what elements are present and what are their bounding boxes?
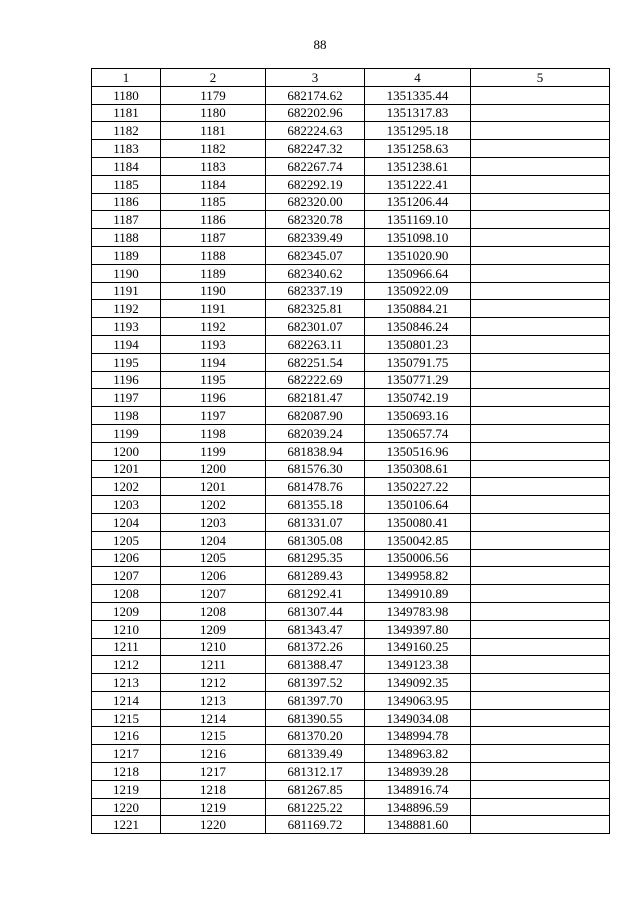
- table-cell-col-4: 1350966.64: [365, 264, 471, 282]
- table-cell-col-4: 1348896.59: [365, 798, 471, 816]
- table-cell-col-5: [471, 674, 610, 692]
- table-cell-col-5: [471, 620, 610, 638]
- table-cell-col-2: 1190: [161, 282, 266, 300]
- table-cell-col-2: 1207: [161, 585, 266, 603]
- table-cell-col-1: 1196: [92, 371, 161, 389]
- table-body: [92, 86, 610, 833]
- table-cell-col-5: [471, 798, 610, 816]
- table-cell-col-3: 681169.72: [266, 816, 365, 834]
- table-cell-col-2: 1215: [161, 727, 266, 745]
- table-cell-col-4: 1350791.75: [365, 353, 471, 371]
- table-cell-col-1: 1181: [92, 104, 161, 122]
- table-cell-col-1: 1211: [92, 638, 161, 656]
- table-cell-col-5: [471, 460, 610, 478]
- table-cell-col-3: 681355.18: [266, 496, 365, 514]
- table-cell-col-1: 1182: [92, 122, 161, 140]
- table-cell-col-4: 1349123.38: [365, 656, 471, 674]
- table-cell-col-2: 1189: [161, 264, 266, 282]
- table-cell-col-1: 1213: [92, 674, 161, 692]
- table-cell-col-5: [471, 335, 610, 353]
- table-cell-col-2: 1193: [161, 335, 266, 353]
- table-cell-col-2: 1184: [161, 175, 266, 193]
- table-cell-col-4: 1350693.16: [365, 407, 471, 425]
- table-row: [92, 246, 610, 264]
- table-cell-col-1: 1200: [92, 442, 161, 460]
- table-cell-col-3: 681225.22: [266, 798, 365, 816]
- table-cell-col-4: 1349063.95: [365, 691, 471, 709]
- table-row: [92, 335, 610, 353]
- table-cell-col-1: 1220: [92, 798, 161, 816]
- table-row: [92, 763, 610, 781]
- table-cell-col-5: [471, 638, 610, 656]
- table-cell-col-2: 1180: [161, 104, 266, 122]
- table-cell-col-1: 1188: [92, 229, 161, 247]
- table-cell-col-2: 1185: [161, 193, 266, 211]
- table-cell-col-1: 1186: [92, 193, 161, 211]
- table-cell-col-4: 1350042.85: [365, 531, 471, 549]
- table-cell-col-1: 1207: [92, 567, 161, 585]
- table-cell-col-5: [471, 691, 610, 709]
- table-cell-col-4: 1350106.64: [365, 496, 471, 514]
- table-cell-col-4: 1349397.80: [365, 620, 471, 638]
- table-row: [92, 104, 610, 122]
- table-cell-col-5: [471, 353, 610, 371]
- table-cell-col-2: 1216: [161, 745, 266, 763]
- table-cell-col-3: 681292.41: [266, 585, 365, 603]
- table-cell-col-3: 682301.07: [266, 318, 365, 336]
- table-cell-col-4: 1350006.56: [365, 549, 471, 567]
- table-cell-col-3: 682345.07: [266, 246, 365, 264]
- table-cell-col-3: 682039.24: [266, 424, 365, 442]
- table-cell-col-2: 1186: [161, 211, 266, 229]
- table-cell-col-4: 1349160.25: [365, 638, 471, 656]
- table-cell-col-5: [471, 229, 610, 247]
- table-cell-col-1: 1194: [92, 335, 161, 353]
- table-cell-col-4: 1350308.61: [365, 460, 471, 478]
- table-cell-col-1: 1218: [92, 763, 161, 781]
- table-cell-col-5: [471, 211, 610, 229]
- table-cell-col-5: [471, 122, 610, 140]
- table-cell-col-5: [471, 389, 610, 407]
- table-row: [92, 442, 610, 460]
- table-cell-col-4: 1351317.83: [365, 104, 471, 122]
- table-cell-col-5: [471, 282, 610, 300]
- table-cell-col-2: 1214: [161, 709, 266, 727]
- table-cell-col-5: [471, 549, 610, 567]
- table-cell-col-2: 1202: [161, 496, 266, 514]
- table-cell-col-4: 1350227.22: [365, 478, 471, 496]
- table-cell-col-1: 1212: [92, 656, 161, 674]
- table-cell-col-1: 1204: [92, 513, 161, 531]
- table-cell-col-5: [471, 300, 610, 318]
- table-cell-col-1: 1216: [92, 727, 161, 745]
- table-cell-col-4: 1348916.74: [365, 780, 471, 798]
- table-cell-col-3: 682267.74: [266, 157, 365, 175]
- table-row: [92, 371, 610, 389]
- table-row: [92, 691, 610, 709]
- table-cell-col-5: [471, 567, 610, 585]
- table-cell-col-3: 682087.90: [266, 407, 365, 425]
- table-row: [92, 513, 610, 531]
- table-row: [92, 656, 610, 674]
- table-cell-col-4: 1351020.90: [365, 246, 471, 264]
- table-cell-col-2: 1208: [161, 602, 266, 620]
- table-cell-col-5: [471, 175, 610, 193]
- table-cell-col-3: 681312.17: [266, 763, 365, 781]
- table-cell-col-3: 682251.54: [266, 353, 365, 371]
- table-cell-col-3: 681576.30: [266, 460, 365, 478]
- table-row: [92, 353, 610, 371]
- table-cell-col-4: 1348939.28: [365, 763, 471, 781]
- table-cell-col-2: 1203: [161, 513, 266, 531]
- table-cell-col-5: [471, 407, 610, 425]
- table-cell-col-2: 1181: [161, 122, 266, 140]
- table-cell-col-3: 681370.20: [266, 727, 365, 745]
- table-cell-col-2: 1219: [161, 798, 266, 816]
- table-cell-col-2: 1211: [161, 656, 266, 674]
- table-cell-col-4: 1351222.41: [365, 175, 471, 193]
- table-cell-col-1: 1215: [92, 709, 161, 727]
- table-cell-col-4: 1349783.98: [365, 602, 471, 620]
- table-cell-col-1: 1184: [92, 157, 161, 175]
- table-cell-col-2: 1187: [161, 229, 266, 247]
- table-cell-col-1: 1221: [92, 816, 161, 834]
- table-cell-col-2: 1217: [161, 763, 266, 781]
- table-cell-col-3: 682337.19: [266, 282, 365, 300]
- table-row: [92, 229, 610, 247]
- table-header: [92, 69, 610, 87]
- table-cell-col-4: 1349034.08: [365, 709, 471, 727]
- table-row: [92, 193, 610, 211]
- table-cell-col-2: 1195: [161, 371, 266, 389]
- table-cell-col-5: [471, 478, 610, 496]
- table-row: [92, 478, 610, 496]
- table-cell-col-2: 1218: [161, 780, 266, 798]
- table-cell-col-1: 1217: [92, 745, 161, 763]
- column-header-5: 5: [471, 69, 610, 87]
- table-cell-col-3: 682247.32: [266, 140, 365, 158]
- table-cell-col-5: [471, 318, 610, 336]
- table-cell-col-4: 1351295.18: [365, 122, 471, 140]
- table-cell-col-1: 1183: [92, 140, 161, 158]
- table-cell-col-4: 1350884.21: [365, 300, 471, 318]
- table-row: [92, 318, 610, 336]
- table-cell-col-5: [471, 763, 610, 781]
- table-cell-col-3: 682222.69: [266, 371, 365, 389]
- table-cell-col-2: 1183: [161, 157, 266, 175]
- table-row: [92, 780, 610, 798]
- table-row: [92, 424, 610, 442]
- table-cell-col-3: 681838.94: [266, 442, 365, 460]
- table-cell-col-5: [471, 816, 610, 834]
- table-cell-col-5: [471, 656, 610, 674]
- table-cell-col-4: 1350801.23: [365, 335, 471, 353]
- table-cell-col-3: 681295.35: [266, 549, 365, 567]
- table-row: [92, 264, 610, 282]
- table-cell-col-1: 1209: [92, 602, 161, 620]
- table-row: [92, 211, 610, 229]
- table-cell-col-1: 1201: [92, 460, 161, 478]
- table-cell-col-3: 682320.00: [266, 193, 365, 211]
- table-row: [92, 300, 610, 318]
- table-cell-col-1: 1197: [92, 389, 161, 407]
- table-cell-col-5: [471, 727, 610, 745]
- table-cell-col-4: 1350516.96: [365, 442, 471, 460]
- table-cell-col-3: 681307.44: [266, 602, 365, 620]
- table-cell-col-3: 681339.49: [266, 745, 365, 763]
- table-cell-col-3: 682339.49: [266, 229, 365, 247]
- table-cell-col-5: [471, 709, 610, 727]
- table-row: [92, 709, 610, 727]
- table-row: [92, 389, 610, 407]
- table-cell-col-4: 1350657.74: [365, 424, 471, 442]
- table-cell-col-3: 681343.47: [266, 620, 365, 638]
- table-cell-col-2: 1199: [161, 442, 266, 460]
- table-row: [92, 727, 610, 745]
- column-header-3: 3: [266, 69, 365, 87]
- table-cell-col-1: 1192: [92, 300, 161, 318]
- table-cell-col-2: 1196: [161, 389, 266, 407]
- table-row: [92, 745, 610, 763]
- table-cell-col-4: 1350922.09: [365, 282, 471, 300]
- table-cell-col-5: [471, 602, 610, 620]
- table-cell-col-5: [471, 371, 610, 389]
- table-cell-col-4: 1350742.19: [365, 389, 471, 407]
- table-cell-col-5: [471, 157, 610, 175]
- table-cell-col-5: [471, 140, 610, 158]
- table-cell-col-2: 1210: [161, 638, 266, 656]
- table-cell-col-5: [471, 86, 610, 104]
- table-cell-col-2: 1192: [161, 318, 266, 336]
- table-cell-col-2: 1191: [161, 300, 266, 318]
- table-cell-col-3: 681397.52: [266, 674, 365, 692]
- table-cell-col-5: [471, 745, 610, 763]
- table-cell-col-3: 682263.11: [266, 335, 365, 353]
- table-cell-col-4: 1350080.41: [365, 513, 471, 531]
- column-header-1: 1: [92, 69, 161, 87]
- table-cell-col-1: 1210: [92, 620, 161, 638]
- table-cell-col-4: 1349958.82: [365, 567, 471, 585]
- table-cell-col-2: 1220: [161, 816, 266, 834]
- header-row: [92, 69, 610, 87]
- table-cell-col-4: 1351098.10: [365, 229, 471, 247]
- table-row: [92, 585, 610, 603]
- table-cell-col-3: 681289.43: [266, 567, 365, 585]
- table-cell-col-1: 1198: [92, 407, 161, 425]
- table-cell-col-3: 682174.62: [266, 86, 365, 104]
- table-cell-col-5: [471, 585, 610, 603]
- table-cell-col-2: 1200: [161, 460, 266, 478]
- table-cell-col-5: [471, 496, 610, 514]
- table-cell-col-2: 1213: [161, 691, 266, 709]
- table-cell-col-5: [471, 264, 610, 282]
- table-cell-col-3: 681388.47: [266, 656, 365, 674]
- table-cell-col-1: 1219: [92, 780, 161, 798]
- table-row: [92, 282, 610, 300]
- table-cell-col-4: 1351169.10: [365, 211, 471, 229]
- table-cell-col-3: 682224.63: [266, 122, 365, 140]
- table-cell-col-2: 1201: [161, 478, 266, 496]
- table-cell-col-1: 1189: [92, 246, 161, 264]
- table-cell-col-1: 1205: [92, 531, 161, 549]
- table-cell-col-1: 1195: [92, 353, 161, 371]
- table-cell-col-1: 1190: [92, 264, 161, 282]
- table-cell-col-1: 1206: [92, 549, 161, 567]
- table-cell-col-2: 1212: [161, 674, 266, 692]
- table-cell-col-1: 1214: [92, 691, 161, 709]
- table-row: [92, 531, 610, 549]
- table-cell-col-3: 682292.19: [266, 175, 365, 193]
- table-cell-col-4: 1349092.35: [365, 674, 471, 692]
- table-cell-col-4: 1349910.89: [365, 585, 471, 603]
- table-cell-col-1: 1180: [92, 86, 161, 104]
- table-cell-col-2: 1188: [161, 246, 266, 264]
- table-cell-col-3: 682325.81: [266, 300, 365, 318]
- table-cell-col-5: [471, 531, 610, 549]
- table-row: [92, 140, 610, 158]
- table-cell-col-1: 1185: [92, 175, 161, 193]
- table-row: [92, 549, 610, 567]
- table-row: [92, 460, 610, 478]
- table-cell-col-2: 1198: [161, 424, 266, 442]
- table-row: [92, 122, 610, 140]
- table-cell-col-5: [471, 193, 610, 211]
- table-cell-col-2: 1209: [161, 620, 266, 638]
- table-cell-col-3: 681478.76: [266, 478, 365, 496]
- table-row: [92, 602, 610, 620]
- table-cell-col-2: 1182: [161, 140, 266, 158]
- table-row: [92, 407, 610, 425]
- table-cell-col-4: 1351238.61: [365, 157, 471, 175]
- table-cell-col-2: 1205: [161, 549, 266, 567]
- table-row: [92, 620, 610, 638]
- table-cell-col-4: 1348994.78: [365, 727, 471, 745]
- table-row: [92, 674, 610, 692]
- table-cell-col-3: 681372.26: [266, 638, 365, 656]
- column-header-2: 2: [161, 69, 266, 87]
- table-cell-col-5: [471, 780, 610, 798]
- table-row: [92, 567, 610, 585]
- table-cell-col-5: [471, 104, 610, 122]
- table-cell-col-3: 681390.55: [266, 709, 365, 727]
- table-cell-col-1: 1208: [92, 585, 161, 603]
- table-cell-col-4: 1348881.60: [365, 816, 471, 834]
- table-cell-col-3: 681305.08: [266, 531, 365, 549]
- table-cell-col-4: 1350771.29: [365, 371, 471, 389]
- table-row: [92, 157, 610, 175]
- table-cell-col-1: 1193: [92, 318, 161, 336]
- table-cell-col-2: 1206: [161, 567, 266, 585]
- table-cell-col-4: 1351335.44: [365, 86, 471, 104]
- table-cell-col-3: 681331.07: [266, 513, 365, 531]
- table-cell-col-2: 1197: [161, 407, 266, 425]
- table-cell-col-4: 1351258.63: [365, 140, 471, 158]
- table-cell-col-3: 681397.70: [266, 691, 365, 709]
- table-cell-col-3: 681267.85: [266, 780, 365, 798]
- table-cell-col-3: 682320.78: [266, 211, 365, 229]
- table-cell-col-2: 1194: [161, 353, 266, 371]
- column-header-4: 4: [365, 69, 471, 87]
- table-cell-col-1: 1187: [92, 211, 161, 229]
- table-cell-col-5: [471, 424, 610, 442]
- table-row: [92, 638, 610, 656]
- table-cell-col-3: 682202.96: [266, 104, 365, 122]
- coordinates-table: [91, 68, 610, 834]
- table-row: [92, 175, 610, 193]
- table-row: [92, 86, 610, 104]
- table-cell-col-4: 1350846.24: [365, 318, 471, 336]
- page-number: 88: [313, 37, 327, 52]
- table-cell-col-1: 1202: [92, 478, 161, 496]
- table-cell-col-4: 1348963.82: [365, 745, 471, 763]
- table-cell-col-2: 1179: [161, 86, 266, 104]
- table-cell-col-3: 682340.62: [266, 264, 365, 282]
- table-cell-col-1: 1203: [92, 496, 161, 514]
- table-cell-col-1: 1199: [92, 424, 161, 442]
- table-cell-col-5: [471, 246, 610, 264]
- table-cell-col-5: [471, 513, 610, 531]
- table-cell-col-4: 1351206.44: [365, 193, 471, 211]
- table-row: [92, 496, 610, 514]
- table-cell-col-3: 682181.47: [266, 389, 365, 407]
- table-cell-col-1: 1191: [92, 282, 161, 300]
- table-row: [92, 798, 610, 816]
- table-cell-col-2: 1204: [161, 531, 266, 549]
- table-row: [92, 816, 610, 834]
- table-cell-col-5: [471, 442, 610, 460]
